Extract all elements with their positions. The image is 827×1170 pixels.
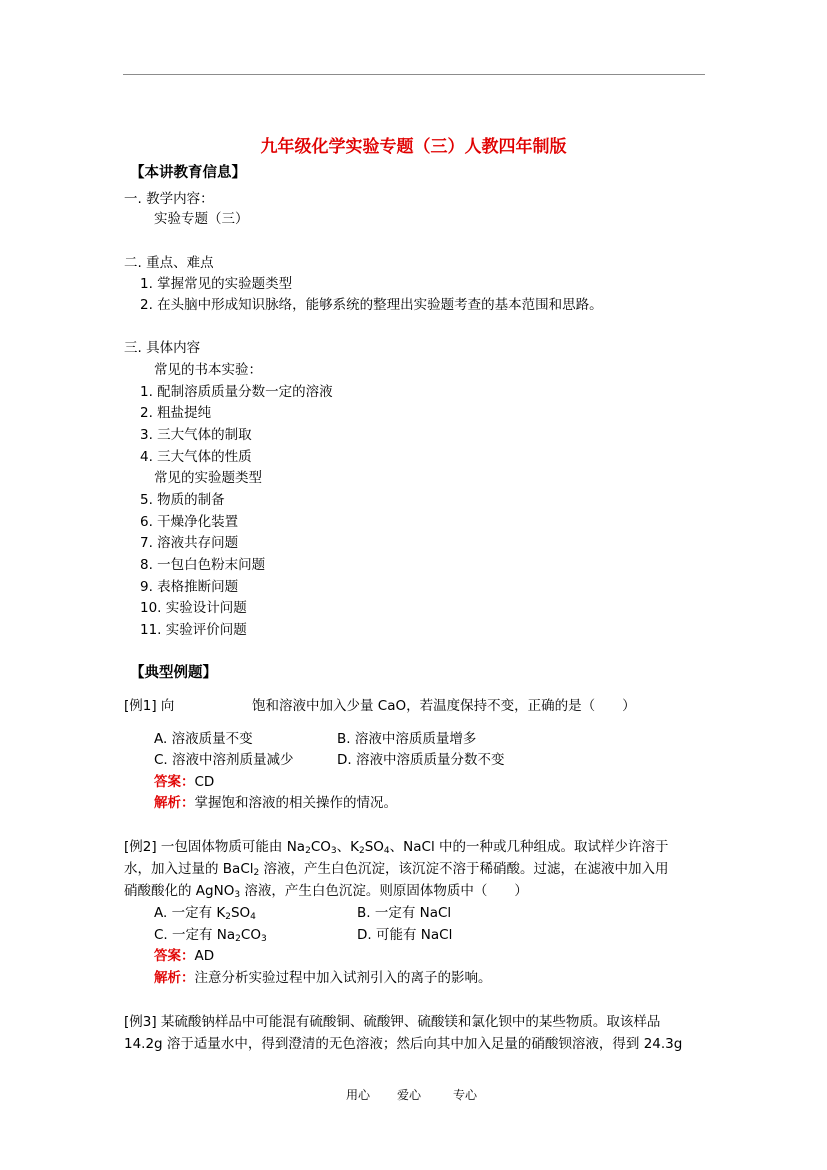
text: [例2] 一包固体物质可能由 Na	[124, 839, 306, 855]
list-item: 9. 表格推断问题	[140, 579, 239, 595]
text: 、NaCl 中的一种或几种组成。取试样少许溶于	[389, 839, 669, 855]
list-item: 10. 实验设计问题	[140, 600, 247, 616]
analysis-row	[154, 969, 492, 987]
text: SO	[364, 839, 384, 855]
analysis-row	[154, 794, 397, 812]
text: SO	[230, 905, 251, 921]
answer-row	[154, 773, 214, 791]
answer-value: AD	[194, 948, 215, 964]
analysis-text: 注意分析实验过程中加入试剂引入的离子的影响。	[194, 970, 492, 986]
option-a	[154, 904, 256, 922]
list-item: 1. 配制溶质质量分数一定的溶液	[140, 384, 333, 400]
subscript: 2	[358, 846, 365, 856]
list-item: 11. 实验评价问题	[140, 622, 247, 638]
option-b: B. 一定有 NaCl	[357, 905, 452, 921]
example-3-line-2: 14.2g 溶于适量水中，得到澄清的无色溶液；然后向其中加入足量的硝酸钡溶液，得到 24.3g	[124, 1036, 683, 1052]
list-item: 8. 一包白色粉末问题	[140, 557, 266, 573]
section-1-content: 实验专题（三）	[154, 211, 249, 227]
subscript: 2	[305, 846, 311, 856]
list-item: 5. 物质的制备	[140, 492, 225, 508]
answer-label: 答案：	[154, 948, 195, 964]
footer-text: 爱心	[397, 1088, 422, 1102]
option-b: B. 溶液中溶质质量增多	[337, 731, 477, 747]
example-2-line-3	[124, 882, 528, 900]
subscript: 3	[330, 846, 337, 856]
answer-row	[154, 947, 214, 965]
option-c: C. 溶液中溶剂质量减少	[154, 752, 294, 768]
example-2-line-1	[124, 838, 668, 856]
analysis-label: 解析：	[154, 795, 195, 811]
section-1-label: 一. 教学内容：	[124, 191, 214, 207]
subscript: 3	[234, 890, 241, 900]
section-3-label: 三. 具体内容	[124, 340, 201, 356]
page-title: 九年级化学实验专题（三）人教四年制版	[260, 137, 567, 157]
answer-value: CD	[194, 774, 215, 790]
option-d: D. 溶液中溶质质量分数不变	[337, 752, 505, 768]
subscript: 2	[225, 912, 231, 922]
option-a: A. 溶液质量不变	[154, 731, 253, 747]
examples-heading: 【典型例题】	[130, 665, 217, 681]
text: 硝酸酸化的 AgNO	[124, 883, 235, 899]
text: CO	[240, 927, 261, 943]
list-item: 1. 掌握常见的实验题类型	[140, 276, 293, 292]
example-3-line-1: [例3] 某硫酸钠样品中可能混有硫酸铜、硫酸钾、硫酸镁和氯化钡中的某些物质。取该样品	[124, 1014, 661, 1030]
text: 溶液，产生白色沉淀，该沉淀不溶于稀硝酸。过滤，在滤液中加入用	[259, 861, 669, 877]
analysis-label: 解析：	[154, 970, 195, 986]
option-d: D. 可能有 NaCl	[357, 927, 453, 943]
section-3-subheading: 常见的书本实验：	[154, 362, 262, 378]
info-heading: 【本讲教育信息】	[130, 165, 246, 181]
example-1-stem: 饱和溶液中加入少量 CaO，若温度保持不变，正确的是（ ）	[252, 698, 636, 714]
text: 水，加入过量的 BaCl	[124, 861, 254, 877]
subscript: 2	[253, 868, 260, 878]
example-1-prefix: [例1] 向	[124, 698, 175, 714]
text: 、K	[336, 839, 359, 855]
subscript: 4	[250, 912, 256, 922]
list-item: 6. 干燥净化装置	[140, 514, 239, 530]
subscript: 3	[260, 934, 267, 944]
footer-text: 专心	[453, 1088, 478, 1102]
section-2-label: 二. 重点、难点	[124, 255, 214, 271]
analysis-text: 掌握饱和溶液的相关操作的情况。	[194, 795, 397, 811]
option-c	[154, 926, 267, 944]
section-3-subheading: 常见的实验题类型	[154, 470, 262, 486]
list-item: 2. 粗盐提纯	[140, 405, 212, 421]
header-rule	[123, 74, 705, 75]
list-item: 7. 溶液共存问题	[140, 535, 239, 551]
text: CO	[310, 839, 331, 855]
example-2-line-2	[124, 860, 669, 878]
text: C. 一定有 Na	[154, 927, 236, 943]
list-item: 3. 三大气体的制取	[140, 427, 252, 443]
footer-text: 用心	[346, 1088, 371, 1102]
answer-label: 答案：	[154, 774, 195, 790]
text: 溶液，产生白色沉淀。则原固体物质中（ ）	[240, 883, 528, 899]
subscript: 2	[235, 934, 241, 944]
list-item: 2. 在头脑中形成知识脉络，能够系统的整理出实验题考查的基本范围和思路。	[140, 297, 603, 313]
text: A. 一定有 K	[154, 905, 226, 921]
list-item: 4. 三大气体的性质	[140, 449, 252, 465]
subscript: 4	[383, 846, 390, 856]
